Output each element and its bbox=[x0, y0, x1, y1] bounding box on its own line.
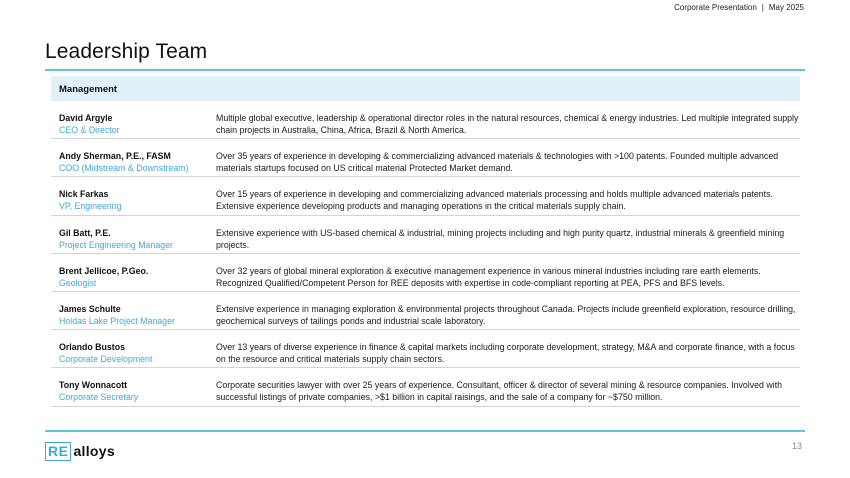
person-description: Over 35 years of experience in developing & commercializing advanced materials & technologies with >100 patents. Founded multiple advanced materials startups focused on US critical material Protected Market demand. bbox=[216, 151, 779, 174]
person-cell bbox=[59, 227, 209, 251]
person-role: Geologist bbox=[59, 277, 97, 288]
person-role: COO (Midstream & Downstream) bbox=[59, 163, 189, 174]
table-row bbox=[51, 330, 800, 368]
person-name: Gil Batt, P.E. bbox=[59, 227, 111, 238]
person-description: Over 15 years of experience in developing and commercializing advanced materials processing and holds multiple advanced materials patents. Extensive experience developing products and managing operations in the critical materials supply chain. bbox=[216, 189, 773, 212]
person-name: Nick Farkas bbox=[59, 189, 109, 200]
leadership-table bbox=[51, 76, 800, 407]
person-name: Orlando Bustos bbox=[59, 342, 125, 353]
person-name: Tony Wonnacott bbox=[59, 380, 128, 391]
person-cell bbox=[59, 265, 209, 289]
doc-label: Corporate Presentation bbox=[674, 3, 757, 12]
person-role: VP, Engineering bbox=[59, 201, 122, 212]
table-row bbox=[51, 292, 800, 330]
person-description: Multiple global executive, leadership & operational director roles in the natural resources, chemical & energy industries. Led multiple integrated supply chain projects in Australia, China, Africa, Brazil & North America. bbox=[216, 113, 799, 135]
person-name: James Schulte bbox=[59, 303, 121, 314]
company-logo bbox=[45, 440, 115, 462]
logo-suffix: alloys bbox=[73, 443, 115, 459]
person-description: Extensive experience in managing exploration & environmental projects throughout Canada. Projects include greenfield exploration, resource drilling, geochemical surveys of tailings ponds and industrial scale laboratory. bbox=[216, 303, 796, 326]
person-cell bbox=[59, 188, 209, 212]
person-cell bbox=[59, 341, 209, 365]
person-cell bbox=[59, 112, 209, 136]
person-description: Over 32 years of global mineral exploration & executive management experience in various mineral industries including rare earth elements. Recognized Qualified/Competent Person for REE deposits with expertise in code-compliant reporting at PEA, PFS and BFS levels. bbox=[216, 265, 761, 288]
page-title: Leadership Team bbox=[45, 40, 208, 63]
person-name: David Argyle bbox=[59, 113, 113, 123]
person-description: Over 13 years of diverse experience in finance & capital markets including corporate development, strategy, M&A and corporate finance, with a focus on the resource and critical materials supply chain sectors. bbox=[216, 342, 795, 365]
table-row bbox=[51, 177, 800, 215]
title-divider bbox=[45, 69, 805, 71]
table-row bbox=[51, 216, 800, 254]
table-row bbox=[51, 139, 800, 177]
person-name: Andy Sherman, P.E., FASM bbox=[59, 151, 171, 162]
person-description: Corporate securities lawyer with over 25 years of experience. Consultant, officer & director of several mining & resource companies. Involved with successful listings of private companies, >$1 billion in capital raisings, and the sale of a company for ~$750 million. bbox=[216, 380, 783, 403]
table-row bbox=[51, 101, 800, 139]
doc-date: May 2025 bbox=[768, 3, 804, 12]
person-role: Corporate Development bbox=[59, 354, 153, 365]
header-meta bbox=[674, 3, 804, 12]
person-role: CEO & Director bbox=[59, 125, 120, 135]
person-cell bbox=[59, 303, 209, 327]
table-row bbox=[51, 254, 800, 292]
table-row bbox=[51, 368, 800, 406]
person-description: Extensive experience with US-based chemical & industrial, mining projects including and high purity quartz, industrial minerals & greenfield mining projects. bbox=[216, 227, 785, 250]
table-section-header: Management bbox=[51, 76, 800, 101]
person-cell bbox=[59, 150, 209, 174]
person-role: Corporate Secretary bbox=[59, 392, 139, 403]
person-role: Project Engineering Manager bbox=[59, 239, 173, 250]
footer-divider bbox=[45, 430, 805, 432]
table-rows bbox=[51, 101, 800, 407]
logo-prefix: RE bbox=[45, 442, 71, 461]
person-name: Brent Jellicoe, P.Geo. bbox=[59, 265, 149, 276]
header-separator: | bbox=[761, 3, 764, 12]
person-cell bbox=[59, 379, 209, 403]
page-number: 13 bbox=[791, 441, 802, 451]
person-role: Hoidas Lake Project Manager bbox=[59, 315, 175, 326]
